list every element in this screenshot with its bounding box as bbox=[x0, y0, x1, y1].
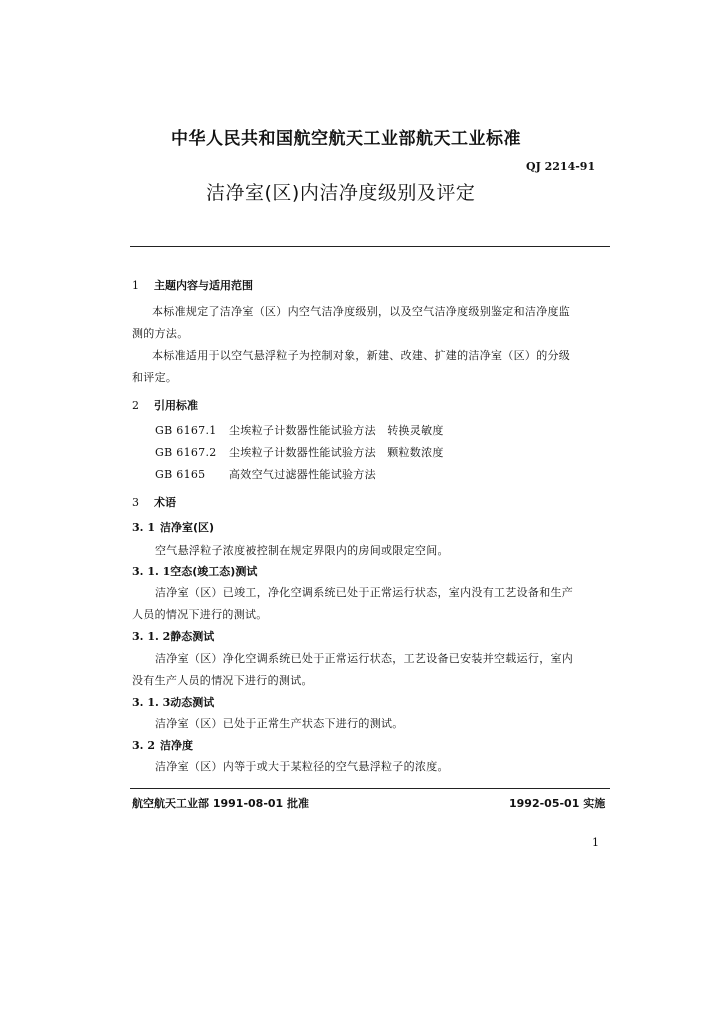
reference-code: GB 6167.1 bbox=[155, 424, 217, 437]
section-1-para-2-line-1: 本标准适用于以空气悬浮粒子为控制对象，新建、改建、扩建的洁净室（区）的分级 bbox=[152, 349, 571, 362]
term-3-2-heading bbox=[132, 737, 193, 753]
section-3-title: 术语 bbox=[154, 496, 176, 509]
page-number: 1 bbox=[592, 836, 599, 849]
term-3-1-3-heading bbox=[132, 694, 214, 710]
section-1-number: 1 bbox=[132, 279, 139, 292]
header-divider bbox=[130, 246, 610, 247]
issuing-organization: 中华人民共和国航空航天工业部航天工业标准 bbox=[171, 129, 521, 149]
term-3-2-title: 洁净度 bbox=[160, 739, 193, 752]
implementation-date: 1992-05-01 实施 bbox=[509, 797, 606, 810]
reference-title: 尘埃粒子计数器性能试验方法 转换灵敏度 bbox=[229, 424, 444, 437]
term-3-1-3-title: 动态测试 bbox=[170, 696, 215, 709]
term-3-2-definition: 洁净室（区）内等于或大于某粒径的空气悬浮粒子的浓度。 bbox=[155, 760, 449, 773]
section-1-para-1-line-2: 测的方法。 bbox=[132, 327, 189, 340]
approval-note: 航空航天工业部 1991-08-01 批准 bbox=[132, 797, 310, 810]
section-2-number: 2 bbox=[132, 399, 139, 412]
term-3-2-number: 3. 2 bbox=[132, 739, 155, 752]
term-3-1-1-number: 3. 1. 1 bbox=[132, 565, 171, 578]
reference-title: 尘埃粒子计数器性能试验方法 颗粒数浓度 bbox=[229, 446, 444, 459]
reference-title: 高效空气过滤器性能试验方法 bbox=[229, 468, 376, 481]
reference-code: GB 6167.2 bbox=[155, 446, 217, 459]
section-1-title: 主题内容与适用范围 bbox=[154, 279, 253, 292]
term-3-1-definition: 空气悬浮粒子浓度被控制在规定界限内的房间或限定空间。 bbox=[155, 544, 449, 557]
reference-code: GB 6165 bbox=[155, 468, 206, 481]
term-3-1-2-title: 静态测试 bbox=[170, 630, 215, 643]
section-3-number: 3 bbox=[132, 496, 139, 509]
term-3-1-heading bbox=[132, 519, 214, 535]
term-3-1-2-definition-line-2: 没有生产人员的情况下进行的测试。 bbox=[132, 674, 313, 687]
term-3-1-title: 洁净室(区) bbox=[160, 521, 215, 534]
term-3-1-2-heading bbox=[132, 628, 214, 644]
document-title: 洁净室(区)内洁净度级别及评定 bbox=[206, 182, 476, 204]
term-3-1-1-heading bbox=[132, 563, 257, 579]
reference-item bbox=[155, 466, 376, 482]
term-3-1-2-definition-line-1: 洁净室（区）净化空调系统已处于正常运行状态，工艺设备已安装并空载运行，室内 bbox=[155, 652, 574, 665]
section-1-para-2-line-2: 和评定。 bbox=[132, 371, 178, 384]
section-1-heading bbox=[132, 277, 253, 293]
term-3-1-2-number: 3. 1. 2 bbox=[132, 630, 171, 643]
section-2-heading bbox=[132, 397, 198, 413]
reference-item bbox=[155, 422, 444, 438]
term-3-1-1-definition-line-1: 洁净室（区）已竣工，净化空调系统已处于正常运行状态，室内没有工艺设备和生产 bbox=[155, 586, 574, 599]
section-3-heading bbox=[132, 494, 176, 510]
reference-item bbox=[155, 444, 444, 460]
term-3-1-1-title: 空态(竣工态)测试 bbox=[170, 565, 258, 578]
section-1-para-1-line-1: 本标准规定了洁净室（区）内空气洁净度级别，以及空气洁净度级别鉴定和洁净度监 bbox=[152, 305, 571, 318]
term-3-1-3-definition: 洁净室（区）已处于正常生产状态下进行的测试。 bbox=[155, 717, 404, 730]
footer-divider bbox=[130, 788, 610, 789]
term-3-1-number: 3. 1 bbox=[132, 521, 155, 534]
section-2-title: 引用标准 bbox=[154, 399, 198, 412]
term-3-1-3-number: 3. 1. 3 bbox=[132, 696, 171, 709]
standard-code: QJ 2214-91 bbox=[526, 160, 596, 173]
term-3-1-1-definition-line-2: 人员的情况下进行的测试。 bbox=[132, 608, 268, 621]
